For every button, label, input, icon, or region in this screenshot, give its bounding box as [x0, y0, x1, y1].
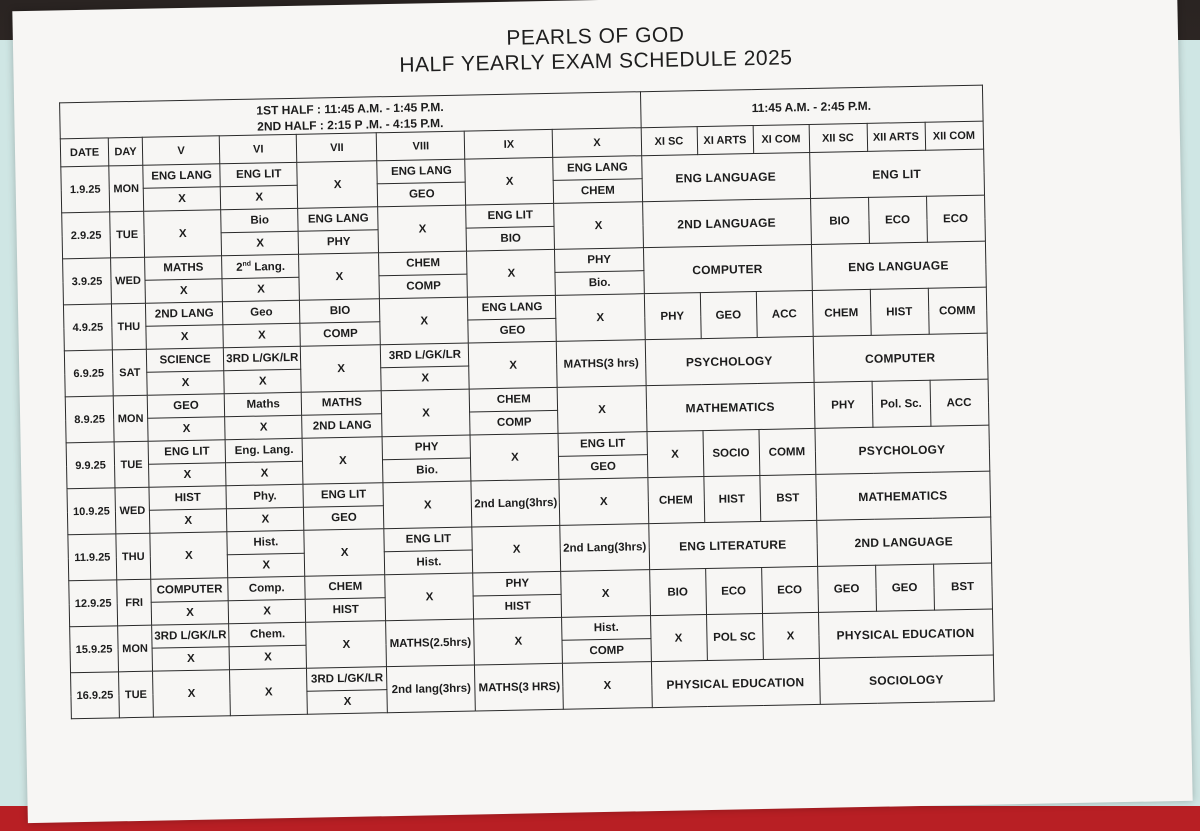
exam-cell: MATHS(3 HRS)	[475, 663, 564, 711]
exam-cell: ECO	[761, 566, 818, 613]
header-xi-arts: XI ARTS	[697, 126, 754, 155]
day-cell: TUE	[114, 441, 149, 488]
exam-cell: ENG LIT	[220, 162, 298, 186]
exam-cell: COMP	[379, 274, 467, 299]
exam-cell: 2nd lang(3hrs)	[387, 665, 476, 713]
day-cell: TUE	[110, 211, 145, 258]
exam-cell: ACC	[756, 290, 813, 337]
exam-cell: X	[465, 157, 554, 205]
exam-cell-xii: 2ND LANGUAGE	[816, 517, 991, 566]
exam-cell: PHY	[298, 230, 378, 255]
exam-cell: 2nd Lang(3hrs)	[560, 524, 649, 572]
exam-cell: ACC	[930, 379, 989, 426]
exam-cell: GEO	[875, 564, 934, 611]
day-cell: TUE	[119, 671, 154, 718]
exam-cell: X	[380, 297, 469, 345]
header-xii-com: XII COM	[925, 121, 984, 150]
header-xii-sc: XII SC	[809, 123, 868, 152]
second-half-timing: 2ND HALF : 2:15 P .M. - 4:15 P.M.	[257, 115, 444, 134]
exam-schedule-table	[59, 85, 994, 720]
exam-cell: X	[647, 431, 704, 478]
exam-cell: 2ND LANG	[145, 302, 223, 326]
exam-cell: MATHS(3 hrs)	[557, 340, 646, 388]
exam-cell-xii: PSYCHOLOGY	[815, 425, 990, 474]
exam-cell-xii: ENG LIT	[809, 149, 984, 198]
exam-cell-xii: COMPUTER	[813, 333, 988, 382]
exam-cell: X	[147, 371, 225, 395]
date-cell: 8.9.25	[65, 396, 114, 443]
exam-cell: GEO	[304, 506, 384, 531]
exam-cell: X	[381, 366, 469, 391]
day-cell: THU	[116, 533, 151, 580]
exam-cell: X	[650, 615, 707, 662]
exam-cell: Hist.	[227, 530, 305, 554]
exam-cell: ECO	[705, 567, 762, 614]
exam-cell: X	[467, 249, 556, 297]
exam-schedule-sheet	[12, 0, 1192, 823]
exam-cell: MATHS	[145, 256, 223, 280]
first-half-timing: 1ST HALF : 11:45 A.M. - 1:45 P.M.	[256, 99, 444, 118]
exam-cell: Eng. Lang.	[225, 438, 303, 462]
exam-cell: CHEM	[470, 387, 558, 412]
exam-cell: X	[306, 621, 387, 669]
school-name: PEARLS OF GOD	[506, 23, 685, 50]
exam-cell-xi: PHYSICAL EDUCATION	[651, 658, 820, 707]
exam-cell: COMM	[928, 287, 987, 334]
exam-cell: CHEM	[554, 179, 642, 204]
day-cell: FRI	[117, 579, 152, 626]
header-class-viii: VIII	[377, 131, 466, 161]
exam-cell: Pol. Sc.	[872, 380, 931, 427]
exam-cell: Hist.	[562, 616, 650, 641]
exam-cell: 3RD L/GK/LR	[224, 346, 302, 370]
exam-cell: X	[762, 612, 819, 659]
exam-cell: POL SC	[706, 613, 763, 660]
exam-cell: X	[153, 670, 231, 717]
exam-cell: Hist.	[385, 550, 473, 575]
exam-cell: Maths	[224, 392, 302, 416]
exam-cell: X	[151, 601, 229, 625]
exam-cell: X	[561, 570, 650, 618]
exam-cell: ENG LANG	[143, 164, 221, 188]
exam-cell: X	[469, 341, 558, 389]
date-cell: 1.9.25	[61, 166, 110, 213]
exam-cell: BIO	[466, 226, 554, 251]
exam-cell: Bio	[221, 208, 299, 232]
date-cell: 16.9.25	[71, 672, 120, 719]
header-class-v: V	[142, 136, 220, 165]
exam-cell: Bio.	[383, 458, 471, 483]
day-cell: MON	[109, 165, 144, 212]
exam-cell: COMPUTER	[151, 578, 229, 602]
exam-cell: X	[385, 573, 474, 621]
exam-cell: GEO	[559, 455, 647, 480]
exam-cell: HIST	[306, 598, 386, 623]
exam-cell: GEO	[147, 394, 225, 418]
exam-cell: ECO	[926, 195, 985, 242]
exam-cell-xii: SOCIOLOGY	[819, 655, 994, 704]
exam-cell-xi: PSYCHOLOGY	[645, 336, 814, 385]
day-cell: SAT	[112, 349, 147, 396]
exam-cell: 2nd Lang(3hrs)	[471, 479, 560, 527]
exam-cell: X	[307, 690, 387, 715]
header-xi-sc: XI SC	[641, 127, 698, 156]
day-cell: THU	[111, 303, 146, 350]
exam-cell: X	[150, 532, 228, 579]
exam-cell: X	[556, 294, 645, 342]
exam-cell: COMP	[300, 322, 380, 347]
exam-cell: 3RD L/GK/LR	[381, 343, 469, 368]
exam-cell: HIST	[474, 594, 562, 619]
exam-cell: X	[229, 645, 307, 669]
exam-cell	[222, 254, 300, 278]
exam-text-superscript: nd	[242, 260, 252, 268]
exam-cell: ECO	[868, 196, 927, 243]
exam-cell: SOCIO	[703, 430, 760, 477]
exam-cell: X	[383, 481, 472, 529]
exam-cell: X	[472, 525, 561, 573]
header-xi-com: XI COM	[753, 124, 810, 153]
exam-cell: X	[474, 617, 563, 665]
exam-cell: X	[225, 415, 303, 439]
exam-cell-xi: ENG LANGUAGE	[641, 152, 810, 201]
exam-cell: PHY	[814, 381, 873, 428]
exam-cell: X	[558, 386, 647, 434]
exam-cell: X	[382, 389, 471, 437]
exam-cell: PHY	[555, 248, 643, 273]
date-cell: 6.9.25	[64, 350, 113, 397]
exam-text: 2	[236, 261, 243, 274]
exam-cell: X	[143, 187, 221, 211]
exam-cell: ENG LIT	[303, 483, 383, 508]
exam-cell: ENG LIT	[466, 203, 554, 228]
exam-cell: X	[297, 161, 378, 209]
date-cell: 2.9.25	[62, 212, 111, 259]
exam-cell: BST	[759, 474, 816, 521]
exam-cell: X	[470, 433, 559, 481]
exam-cell: ENG LANG	[298, 207, 378, 232]
day-cell: MON	[118, 625, 153, 672]
exam-cell: X	[304, 529, 385, 577]
header-date: DATE	[60, 138, 109, 167]
exam-cell: CHEM	[305, 575, 385, 600]
senior-timing: 11:45 A.M. - 2:45 P.M.	[640, 85, 983, 128]
exam-cell: MATHS	[302, 391, 382, 416]
exam-cell: BIO	[649, 569, 706, 616]
exam-cell-xi: COMPUTER	[643, 244, 812, 293]
exam-cell: ENG LIT	[384, 527, 472, 552]
exam-cell: Bio.	[555, 271, 643, 296]
exam-cell: HIST	[703, 476, 760, 523]
day-cell: MON	[113, 395, 148, 442]
exam-cell: GEO	[700, 292, 757, 339]
exam-cell: Chem.	[229, 622, 307, 646]
exam-cell-xi: 2ND LANGUAGE	[642, 198, 811, 247]
exam-cell: X	[220, 185, 298, 209]
exam-cell: X	[301, 345, 382, 393]
exam-text: Lang.	[250, 260, 286, 274]
exam-cell: BIO	[810, 197, 869, 244]
exam-cell: PHY	[473, 571, 561, 596]
exam-cell: COMP	[470, 410, 558, 435]
exam-cell: X	[563, 662, 652, 710]
exam-cell: X	[149, 509, 227, 533]
exam-cell: GEO	[468, 318, 556, 343]
exam-cell-xii: MATHEMATICS	[815, 471, 990, 520]
exam-cell: X	[230, 668, 308, 715]
header-class-ix: IX	[465, 129, 554, 159]
exam-cell: Phy.	[226, 484, 304, 508]
day-cell: WED	[111, 257, 146, 304]
exam-cell: ENG LIT	[148, 440, 226, 464]
exam-cell: HIST	[870, 288, 929, 335]
date-cell: 15.9.25	[70, 626, 119, 673]
date-cell: 9.9.25	[66, 442, 115, 489]
exam-cell: X	[221, 231, 299, 255]
exam-cell: X	[302, 437, 383, 485]
exam-cell: X	[228, 599, 306, 623]
exam-cell: X	[144, 210, 222, 257]
exam-cell: X	[148, 417, 226, 441]
exam-cell: 3RD L/GK/LR	[152, 624, 230, 648]
exam-cell: X	[299, 253, 380, 301]
exam-cell: CHEM	[379, 251, 467, 276]
exam-cell: X	[224, 369, 302, 393]
exam-cell: X	[146, 325, 224, 349]
exam-cell: PHY	[382, 435, 470, 460]
exam-cell: ENG LANG	[468, 295, 556, 320]
exam-cell: X	[559, 478, 648, 526]
date-cell: 11.9.25	[68, 534, 117, 581]
header-class-vi: VI	[219, 134, 297, 163]
schedule-title: HALF YEARLY EXAM SCHEDULE 2025	[399, 46, 793, 77]
date-cell: 10.9.25	[67, 488, 116, 535]
exam-cell: X	[223, 323, 301, 347]
header-xii-arts: XII ARTS	[867, 122, 926, 151]
exam-cell: X	[378, 205, 467, 253]
date-cell: 3.9.25	[63, 258, 112, 305]
exam-cell: X	[152, 647, 230, 671]
exam-cell: ENG LANG	[377, 159, 465, 184]
header-class-x: X	[553, 128, 642, 158]
exam-cell: X	[227, 507, 305, 531]
exam-cell: GEO	[817, 565, 876, 612]
date-cell: 4.9.25	[63, 304, 112, 351]
exam-cell: SCIENCE	[146, 348, 224, 372]
exam-cell: X	[222, 277, 300, 301]
exam-cell: CHEM	[647, 477, 704, 524]
exam-cell: BIO	[300, 299, 380, 324]
exam-cell: X	[149, 463, 227, 487]
exam-cell-xi: MATHEMATICS	[646, 382, 815, 431]
exam-cell: X	[145, 279, 223, 303]
exam-cell: X	[227, 553, 305, 577]
day-cell: WED	[115, 487, 150, 534]
exam-cell: 3RD L/GK/LR	[307, 667, 387, 692]
exam-cell: Geo	[223, 300, 301, 324]
exam-cell: GEO	[378, 182, 466, 207]
header-day: DAY	[108, 137, 143, 166]
exam-cell: X	[554, 202, 643, 250]
header-class-vii: VII	[297, 133, 378, 163]
exam-cell: COMM	[759, 428, 816, 475]
exam-cell: ENG LANG	[553, 156, 641, 181]
exam-cell-xii: PHYSICAL EDUCATION	[818, 609, 993, 658]
exam-cell: CHEM	[812, 289, 871, 336]
exam-cell: PHY	[644, 293, 701, 340]
exam-cell: MATHS(2.5hrs)	[386, 619, 475, 667]
exam-cell: HIST	[149, 486, 227, 510]
exam-cell: BST	[933, 563, 992, 610]
exam-cell-xi: ENG LITERATURE	[648, 520, 817, 569]
exam-cell: COMP	[562, 639, 650, 664]
date-cell: 12.9.25	[69, 580, 118, 627]
exam-cell: Comp.	[228, 576, 306, 600]
exam-cell: X	[226, 461, 304, 485]
exam-cell-xii: ENG LANGUAGE	[811, 241, 986, 290]
exam-cell: 2ND LANG	[302, 414, 382, 439]
exam-cell: ENG LIT	[558, 432, 646, 457]
